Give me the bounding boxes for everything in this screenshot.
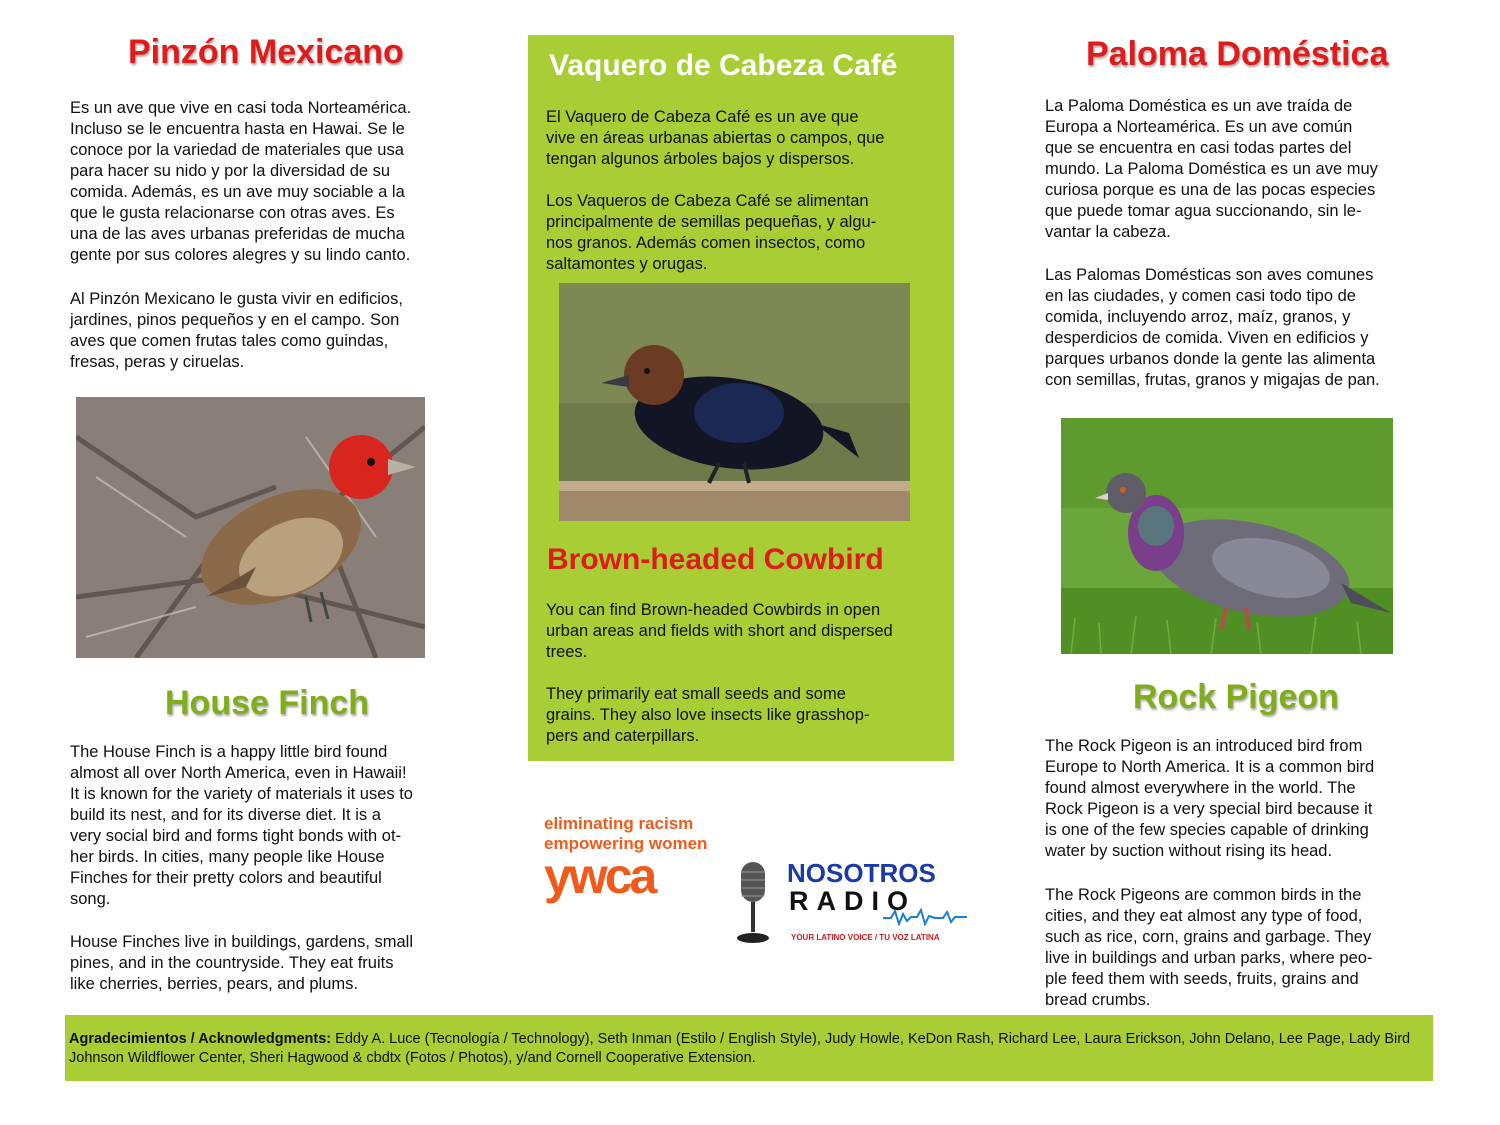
radio-tagline: YOUR LATINO VOICE / TU VOZ LATINA: [791, 933, 940, 942]
rock-pigeon-photo: [1061, 418, 1393, 654]
microphone-icon: [733, 860, 773, 944]
cowbird-paragraph-1: You can find Brown-headed Cowbirds in open urban areas and fields with short and dispersed trees.: [546, 601, 893, 661]
pinzon-paragraph-2: Al Pinzón Mexicano le gusta vivir en edificios, jardines, pinos pequeños y en el campo. Son aves que comen frutas tales como guindas, fresas, peras y ciruelas.: [70, 290, 403, 371]
house-finch-paragraph-1: The House Finch is a happy little bird found almost all over North America, even in Hawaii! It is known for the variety of materials it uses to build its nest, and for its diverse diet. It is a very social bird and forms tight bonds with ot- her birds. In cities, many people like House Finches for their pretty colors and beautiful song.: [70, 743, 413, 908]
house-finch-title: House Finch: [165, 684, 370, 722]
cowbird-photo: [559, 283, 910, 521]
ywca-tagline-1: eliminating racism: [544, 814, 694, 833]
house-finch-photo: [76, 397, 425, 658]
cowbird-paragraph-2: They primarily eat small seeds and some grains. They also love insects like grasshop- pers and caterpillars.: [546, 685, 870, 745]
acknowledgments-bar: [65, 1015, 1433, 1081]
rock-pigeon-paragraph-1: The Rock Pigeon is an introduced bird from Europe to North America. It is a common bird found almost everywhere in the world. The Rock Pigeon is a very special bird because it is one of the few species capable of drinking water by suction without rising its head.: [1045, 737, 1375, 860]
radio-name-line-1: NOSOTROS: [787, 858, 936, 888]
vaquero-title: Vaquero de Cabeza Café: [549, 49, 898, 82]
vaquero-paragraph-1: El Vaquero de Cabeza Café es un ave que vive en áreas urbanas abiertas o campos, que tengan algunos árboles bajos y dispersos.: [546, 108, 885, 168]
ywca-tagline-2: empowering women: [544, 834, 708, 853]
paloma-paragraph-2: Las Palomas Domésticas son aves comunes en las ciudades, y comen casi todo tipo de comida, incluyendo arroz, maíz, granos, y desperdicios de comida. Viven en edificios y parques urbanos donde la gente las alimenta con semillas, frutas, granos y migajas de pan.: [1045, 266, 1380, 389]
rock-pigeon-title: Rock Pigeon: [1133, 678, 1339, 716]
rock-pigeon-paragraph-2: The Rock Pigeons are common birds in the cities, and they eat almost any type of food, such as rice, corn, grains and garbage. They live in buildings and urban parks, where peo- ple feed them with seeds, fruits, grains and bread crumbs.: [1045, 886, 1373, 1009]
pinzon-mexicano-title: Pinzón Mexicano: [128, 33, 404, 71]
paloma-domestica-title: Paloma Doméstica: [1086, 35, 1389, 73]
paloma-paragraph-1: La Paloma Doméstica es un ave traída de Europa a Norteamérica. Es un ave común que se encuentra en casi todas partes del mundo. La Paloma Doméstica es un ave muy curiosa porque es una de las pocas especies que puede tomar agua succionando, sin le- vantar la cabeza.: [1045, 97, 1378, 241]
acknowledgments-label: Agradecimientos / Acknowledgments:: [69, 1031, 332, 1047]
pinzon-paragraph-1: Es un ave que vive en casi toda Norteamérica. Incluso se le encuentra hasta en Hawai. Se le conoce por la variedad de materiales que usa para hacer su nido y por la diversidad de su comida. Además, es un ave muy sociable a la que le gusta relacionarse con otras aves. Es una de las aves urbanas preferidas de mucha gente por sus colores alegres y su lindo canto.: [70, 99, 412, 264]
center-panel: [528, 35, 954, 761]
house-finch-paragraph-2: House Finches live in buildings, gardens, small pines, and in the countryside. They eat fruits like cherries, berries, pears, and plums.: [70, 933, 414, 993]
acknowledgments-text: [69, 1030, 1419, 1068]
radio-name-line-2: RADIO: [789, 886, 916, 916]
acknowledgments-body: Eddy A. Luce (Tecnología / Technology), Seth Inman (Estilo / English Style), Judy Howle, KeDon Rash, Richard Lee, Laura Erickson, John Delano, Lee Page, Lady Bird Johnson Wildflower Center, Sheri Hagwood & cbdtx (Fotos / Photos), y/and Cornell Cooperative Extension.: [69, 1031, 1411, 1066]
nosotros-radio-logo: [733, 856, 973, 946]
ywca-logo: [544, 814, 744, 904]
radio-wave-graphic: [883, 908, 967, 926]
vaquero-paragraph-2: Los Vaqueros de Cabeza Café se alimentan principalmente de semillas pequeñas, y algu- nos granos. Además comen insectos, como saltamontes y orugas.: [546, 192, 877, 273]
ywca-wordmark: ywca: [544, 848, 655, 904]
cowbird-title: Brown-headed Cowbird: [547, 543, 884, 576]
